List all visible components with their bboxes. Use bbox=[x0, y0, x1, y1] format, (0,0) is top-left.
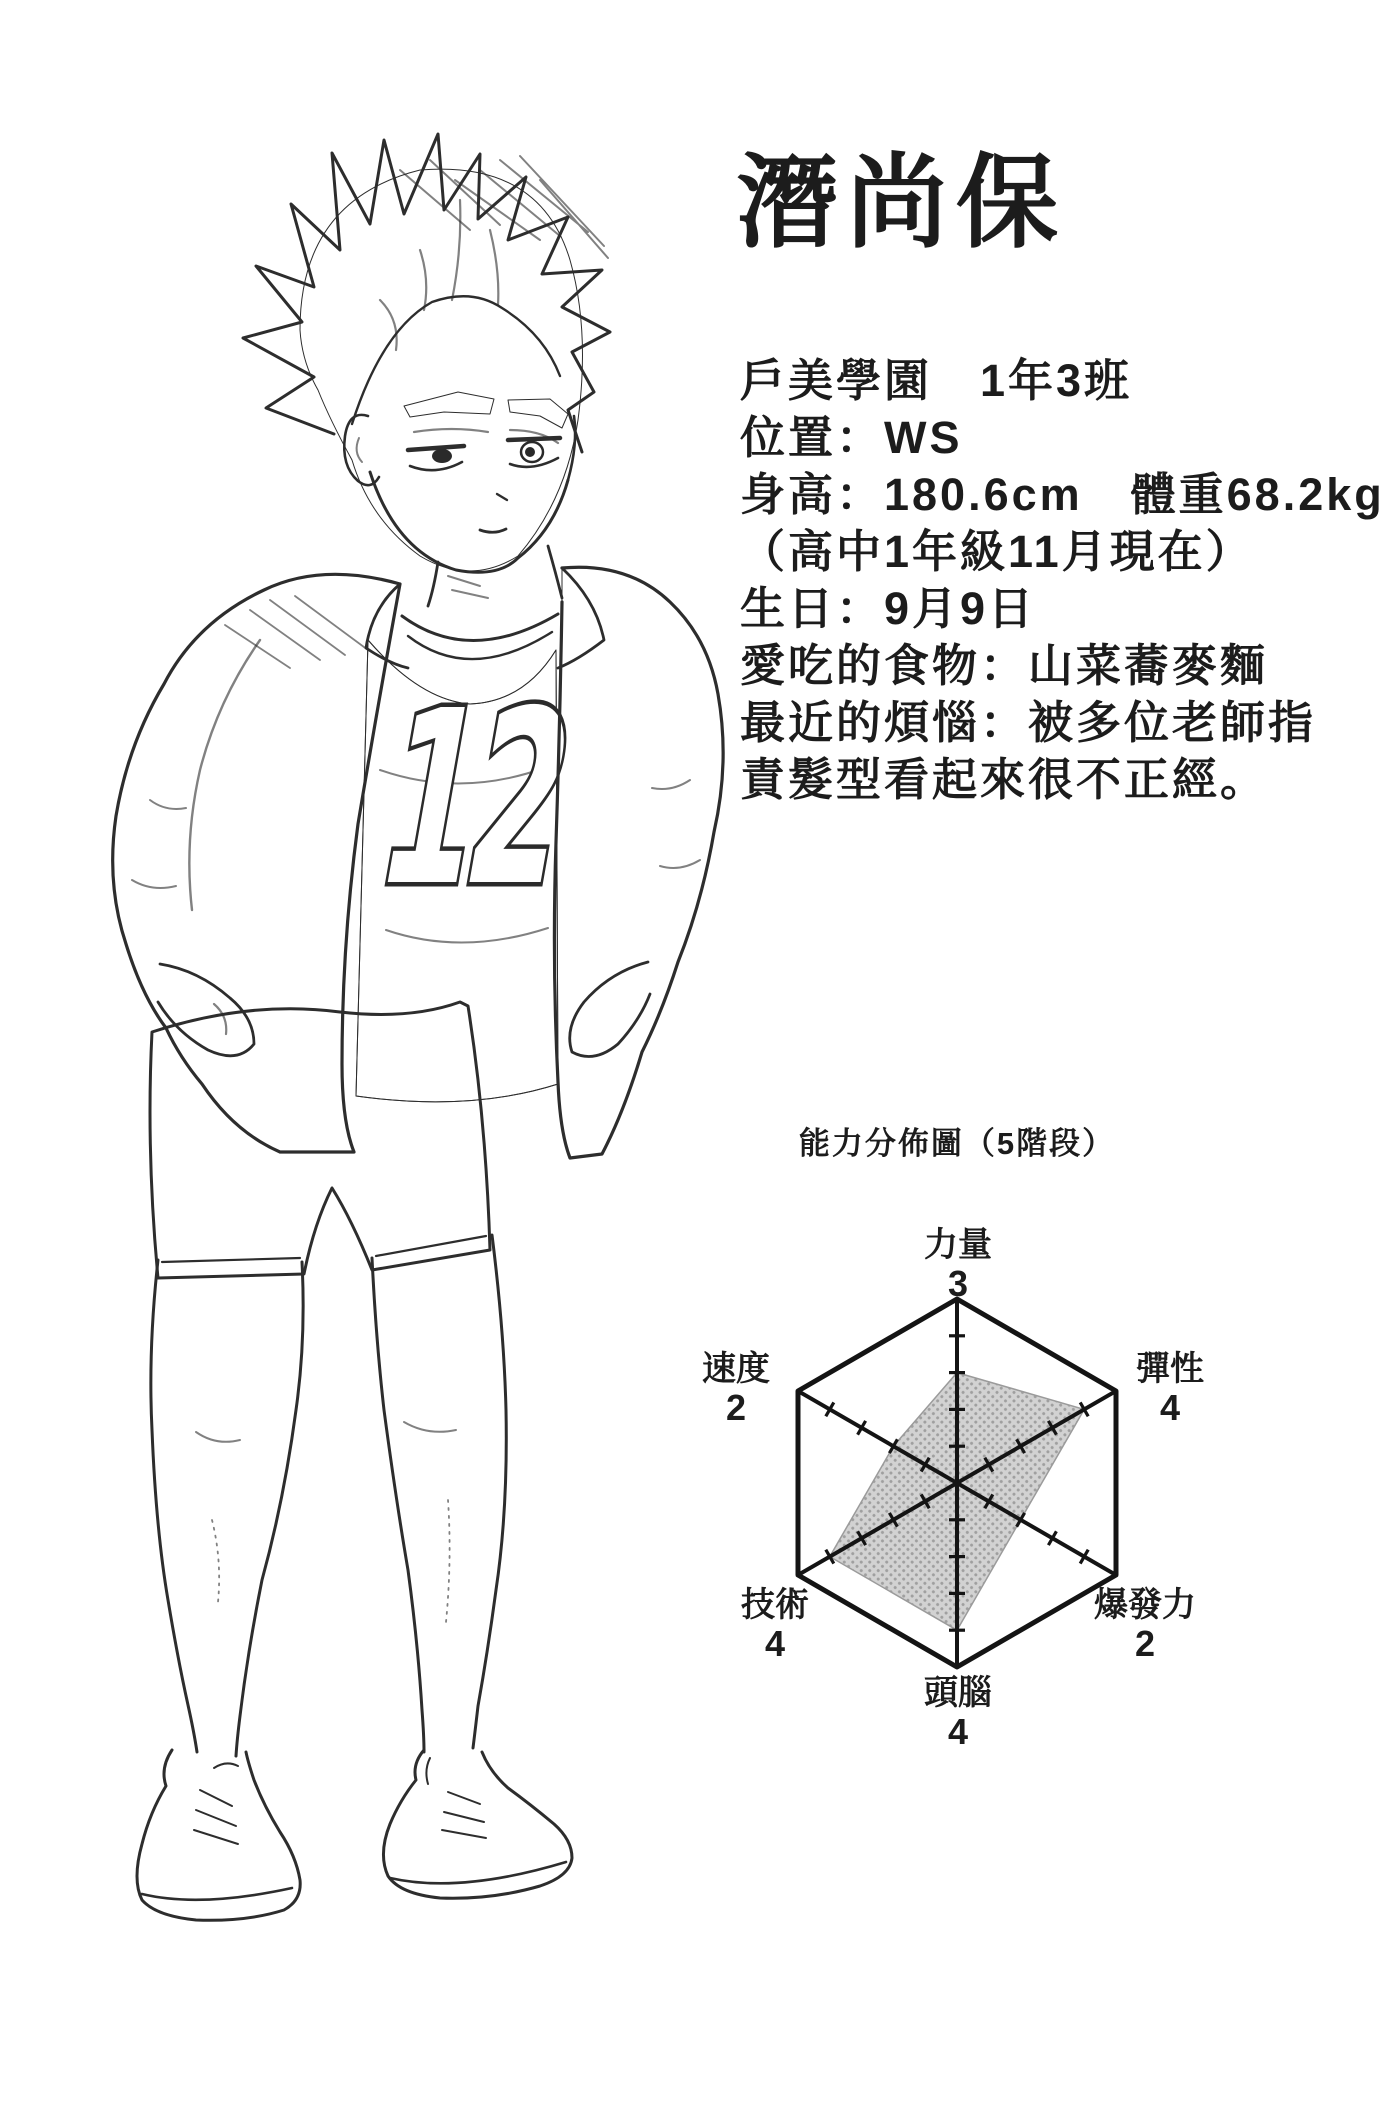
left-eye bbox=[432, 449, 452, 463]
profile-line-food: 愛吃的食物：山菜蕎麥麵 bbox=[740, 640, 1269, 691]
radar-axis-power-label: 力量 bbox=[924, 1226, 992, 1264]
radar-axis-brains-value: 4 bbox=[947, 1711, 969, 1752]
legs-sketch bbox=[151, 1235, 506, 1756]
shorts-sketch bbox=[150, 1002, 490, 1278]
radar-axis-technique-label: 技術 bbox=[741, 1586, 809, 1624]
character-name: 潛尚保 bbox=[736, 146, 1066, 260]
radar-axis-power-value: 3 bbox=[947, 1263, 969, 1304]
profile-line-height-weight: 身高：180.6cm 體重68.2kg bbox=[740, 469, 1385, 520]
profile-line-birthday: 生日：9月9日 bbox=[740, 583, 1037, 634]
nose bbox=[497, 494, 507, 500]
profile-line-position: 位置：WS bbox=[740, 412, 963, 463]
radar-axis-power bbox=[888, 1226, 1028, 1304]
profile-line-asof: （高中1年級11月現在） bbox=[740, 526, 1254, 577]
radar-axis-elasticity-label: 彈性 bbox=[1136, 1350, 1204, 1388]
profile-line-school: 戶美學園 1年3班 bbox=[740, 355, 1133, 406]
mouth bbox=[480, 529, 506, 532]
radar-axis-technique-value: 4 bbox=[764, 1623, 786, 1664]
radar-axis-explosive-power-label: 爆發力 bbox=[1094, 1586, 1196, 1624]
profile-line-worry-2: 責髮型看起來很不正經。 bbox=[740, 754, 1269, 805]
head-sketch bbox=[243, 134, 610, 606]
radar-axis-speed-value: 2 bbox=[725, 1387, 747, 1428]
radar-axis-brains-label: 頭腦 bbox=[924, 1674, 992, 1712]
radar-chart-title: 能力分佈圖（5階段） bbox=[798, 1126, 1116, 1161]
profile-text bbox=[740, 352, 1385, 808]
radar-axis-technique bbox=[705, 1586, 845, 1664]
radar-axis-explosive-power-value: 2 bbox=[1134, 1623, 1156, 1664]
jersey-number: 12 bbox=[361, 660, 585, 940]
radar-axis-brains bbox=[888, 1674, 1028, 1752]
radar-axis-speed-label: 速度 bbox=[702, 1350, 770, 1388]
profile-line-worry-1: 最近的煩惱：被多位老師指 bbox=[740, 697, 1317, 748]
radar-axis-elasticity-value: 4 bbox=[1159, 1387, 1181, 1428]
sneakers-sketch bbox=[137, 1750, 572, 1920]
left-eyebrow bbox=[404, 392, 494, 417]
radar-axis-explosive-power bbox=[1075, 1586, 1215, 1664]
radar-axis-speed bbox=[666, 1350, 806, 1428]
radar-axis-elasticity bbox=[1100, 1350, 1240, 1428]
right-eyebrow bbox=[508, 399, 568, 428]
